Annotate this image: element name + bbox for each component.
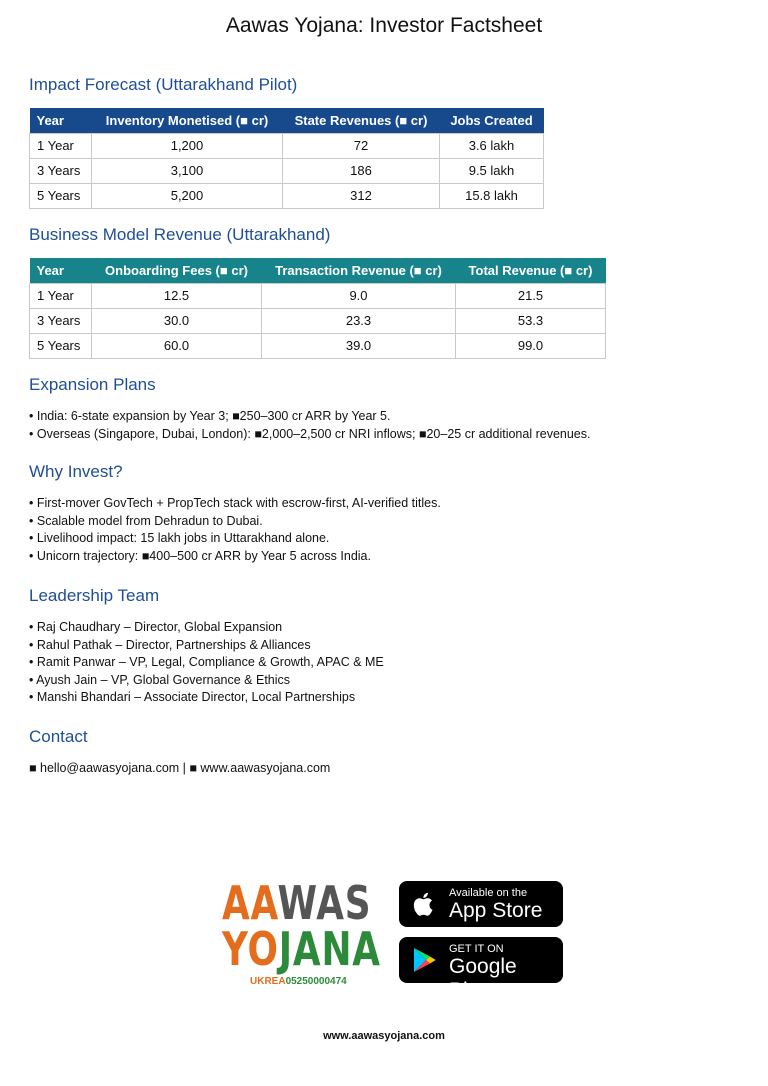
table-cell: 1 Year — [30, 133, 92, 158]
table-cell: 5,200 — [92, 183, 283, 208]
google-play-big: Google Play — [449, 955, 517, 1002]
table-cell: 9.5 lakh — [440, 158, 544, 183]
impact-heading: Impact Forecast (Uttarakhand Pilot) — [29, 75, 298, 94]
list-item: • Manshi Bhandari – Associate Director, Local Partnerships — [29, 689, 384, 707]
table-cell: 23.3 — [262, 308, 456, 333]
table-row — [30, 333, 606, 358]
table-row — [30, 183, 544, 208]
table-cell: 12.5 — [92, 283, 262, 308]
column-header: Year — [30, 108, 92, 133]
table-cell: 9.0 — [262, 283, 456, 308]
table-cell: 5 Years — [30, 183, 92, 208]
list-item: • Raj Chaudhary – Director, Global Expansion — [29, 619, 384, 637]
page-title: Aawas Yojana: Investor Factsheet — [225, 14, 543, 37]
leadership-heading: Leadership Team — [29, 586, 160, 605]
play-icon — [409, 945, 439, 975]
table-cell: 53.3 — [456, 308, 606, 333]
why-invest-list — [29, 495, 441, 565]
aawas-yojana-logo — [222, 876, 382, 987]
leadership-list — [29, 619, 384, 707]
table-cell: 99.0 — [456, 333, 606, 358]
registration-code: UKREA05250000474 — [250, 976, 347, 987]
table-cell: 72 — [283, 133, 440, 158]
table-header-row — [30, 108, 544, 133]
expansion-heading: Expansion Plans — [29, 375, 156, 394]
table-cell: 3 Years — [30, 158, 92, 183]
table-cell: 1,200 — [92, 133, 283, 158]
table-cell: 60.0 — [92, 333, 262, 358]
contact-line[interactable]: ■ hello@aawasyojana.com | ■ www.aawasyojana.com — [29, 761, 331, 775]
app-store-small: Available on the — [449, 887, 528, 899]
google-play-small: GET IT ON — [449, 943, 504, 955]
table-cell: 3.6 lakh — [440, 133, 544, 158]
list-item: • Overseas (Singapore, Dubai, London): ■2,000–2,500 cr NRI inflows; ■20–25 cr additional revenues. — [29, 426, 590, 444]
app-store-big: App Store — [449, 899, 543, 922]
table-header-row — [30, 258, 606, 283]
table-cell: 15.8 lakh — [440, 183, 544, 208]
column-header: Jobs Created — [440, 108, 544, 133]
column-header: Year — [30, 258, 92, 283]
list-item: • First-mover GovTech + PropTech stack with escrow-first, AI-verified titles. — [29, 495, 441, 513]
list-item: • India: 6-state expansion by Year 3; ■250–300 cr ARR by Year 5. — [29, 408, 590, 426]
table-row — [30, 158, 544, 183]
google-play-button[interactable] — [399, 937, 563, 1002]
table-cell: 21.5 — [456, 283, 606, 308]
table-cell: 5 Years — [30, 333, 92, 358]
revenue-table — [29, 258, 606, 359]
list-item: • Ramit Panwar – VP, Legal, Compliance & Growth, APAC & ME — [29, 654, 384, 672]
logo-line-2: YOJANA — [222, 922, 381, 976]
expansion-list — [29, 408, 590, 443]
column-header: Onboarding Fees (■ cr) — [92, 258, 262, 283]
list-item: • Rahul Pathak – Director, Partnerships & Alliances — [29, 637, 384, 655]
table-cell: 30.0 — [92, 308, 262, 333]
table-row — [30, 283, 606, 308]
list-item: • Ayush Jain – VP, Global Governance & Ethics — [29, 672, 384, 690]
list-item: • Scalable model from Dehradun to Dubai. — [29, 513, 441, 531]
table-cell: 312 — [283, 183, 440, 208]
table-cell: 186 — [283, 158, 440, 183]
app-store-button[interactable] — [399, 881, 563, 927]
logo-line-1: AAWAS — [222, 876, 372, 930]
table-cell: 1 Year — [30, 283, 92, 308]
column-header: Transaction Revenue (■ cr) — [262, 258, 456, 283]
column-header: Inventory Monetised (■ cr) — [92, 108, 283, 133]
table-row — [30, 308, 606, 333]
column-header: Total Revenue (■ cr) — [456, 258, 606, 283]
table-cell: 3 Years — [30, 308, 92, 333]
revenue-heading: Business Model Revenue (Uttarakhand) — [29, 225, 331, 244]
column-header: State Revenues (■ cr) — [283, 108, 440, 133]
impact-table — [29, 108, 544, 209]
table-cell: 39.0 — [262, 333, 456, 358]
why-invest-heading: Why Invest? — [29, 462, 123, 481]
apple-icon — [409, 889, 439, 919]
table-cell: 3,100 — [92, 158, 283, 183]
footer-url[interactable]: www.aawasyojana.com — [323, 1030, 445, 1042]
table-row — [30, 133, 544, 158]
list-item: • Unicorn trajectory: ■400–500 cr ARR by Year 5 across India. — [29, 548, 441, 566]
list-item: • Livelihood impact: 15 lakh jobs in Uttarakhand alone. — [29, 530, 441, 548]
contact-heading: Contact — [29, 727, 88, 746]
